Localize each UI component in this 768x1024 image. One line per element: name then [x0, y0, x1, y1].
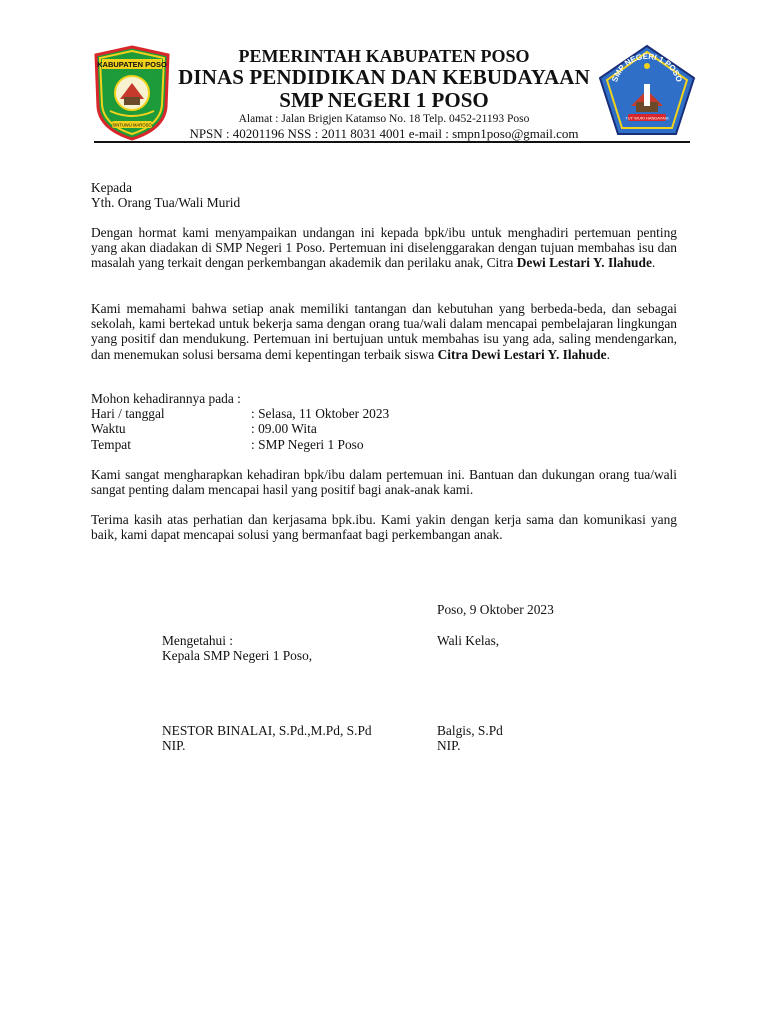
letterhead — [170, 46, 598, 141]
paragraph-1-end: . — [651, 255, 656, 271]
schedule-row — [91, 437, 389, 452]
signature-left-line-1: Mengetahui : — [162, 633, 234, 648]
schedule-row — [91, 406, 389, 421]
paragraph-2-end: . — [606, 346, 610, 362]
student-full-name: Citra Dewi Lestari Y. Ilahude — [437, 346, 607, 362]
recipient-block — [91, 180, 677, 210]
recipient-line-2: Yth. Orang Tua/Wali Murid — [91, 195, 241, 211]
student-name: Dewi Lestari Y. Ilahude — [516, 255, 652, 271]
schedule-label: Tempat — [91, 436, 131, 452]
signature-left-line-2: Kepala SMP Negeri 1 Poso, — [162, 648, 313, 664]
principal-name: NESTOR BINALAI, S.Pd.,M.Pd, S.Pd — [162, 723, 372, 738]
letterhead-school: SMP NEGERI 1 POSO — [279, 88, 489, 112]
smp-negeri-1-poso-logo — [598, 44, 696, 136]
right-logo-ribbon: TUT WURI HANDAYANI — [625, 115, 669, 121]
paragraph-3: Kami sangat mengharapkan kehadiran bpk/ibu dalam pertemuan ini. Bantuan dan dukungan orang tua/wali sangat penting dalam mencapai hasil yang positif bagi anak-anak kami. — [91, 467, 677, 498]
letterhead-government: PEMERINTAH KABUPATEN POSO — [238, 46, 530, 66]
schedule-row — [91, 421, 389, 436]
paragraph-4: Terima kasih atas perhatian dan kerjasama bpk.ibu. Kami yakin dengan kerja sama dan komunikasi yang baik, kami dapat mencapai solusi yang bermanfaat bagi perkembangan anak. — [91, 512, 677, 543]
kabupaten-poso-logo — [94, 45, 170, 141]
homeroom-teacher-nip: NIP. — [437, 738, 461, 754]
letterhead-divider — [94, 141, 690, 143]
letterhead-address: Alamat : Jalan Brigjen Katamso No. 18 Telp. 0452-21193 Poso — [238, 113, 530, 125]
signature-right-title: Wali Kelas, — [437, 633, 500, 648]
letterhead-ids: NPSN : 40201196 NSS : 2011 8031 4001 e-mail : smpn1poso@gmail.com — [189, 126, 579, 141]
left-logo-ribbon: SINTUWU MAROSO — [112, 122, 152, 128]
signature-left-name-block — [162, 723, 372, 753]
homeroom-teacher-name: Balgis, S.Pd — [437, 723, 503, 738]
paragraph-2 — [91, 301, 677, 362]
schedule-value: : 09.00 Wita — [251, 421, 317, 437]
schedule-label: Waktu — [91, 421, 126, 437]
left-logo-text: KABUPATEN POSO — [97, 60, 167, 69]
recipient-line-1: Kepada — [91, 180, 132, 195]
place-date: Poso, 9 Oktober 2023 — [437, 602, 554, 617]
letterhead-department: DINAS PENDIDIKAN DAN KEBUDAYAAN — [178, 65, 590, 89]
schedule-intro: Mohon kehadirannya pada : — [91, 391, 241, 406]
schedule-block — [91, 391, 389, 452]
paragraph-1 — [91, 225, 677, 271]
principal-nip: NIP. — [162, 738, 186, 754]
paragraph-1-text: Dengan hormat kami menyampaikan undangan ini kepada bpk/ibu untuk menghadiri pertemuan penting yang akan diadakan di SMP Negeri 1 Poso. Pertemuan ini diselenggarakan dengan tujuan membahas isu dan masalah yang terkait dengan perkembangan akademik dan perilaku anak, Citra — [91, 225, 677, 271]
signature-right-name-block — [437, 723, 503, 753]
schedule-label: Hari / tanggal — [91, 406, 165, 422]
signature-left-title — [162, 633, 312, 663]
paragraph-2-text: Kami memahami bahwa setiap anak memiliki tantangan dan kebutuhan yang berbeda-beda, dan sebagai sekolah, kami bertekad untuk bekerja sama dengan orang tua/wali dalam mencapai pembelajaran lingkungan yang positif dan mendukung. Pertemuan ini bertujuan untuk membahas isu yang ada, saling mendengarkan, dan menemukan solusi bersama demi kepentingan terbaik siswa — [91, 301, 677, 362]
schedule-value: : SMP Negeri 1 Poso — [251, 436, 364, 452]
right-logo-text: SMP NEGERI 1 POSO — [610, 51, 684, 84]
schedule-value: : Selasa, 11 Oktober 2023 — [251, 406, 390, 422]
